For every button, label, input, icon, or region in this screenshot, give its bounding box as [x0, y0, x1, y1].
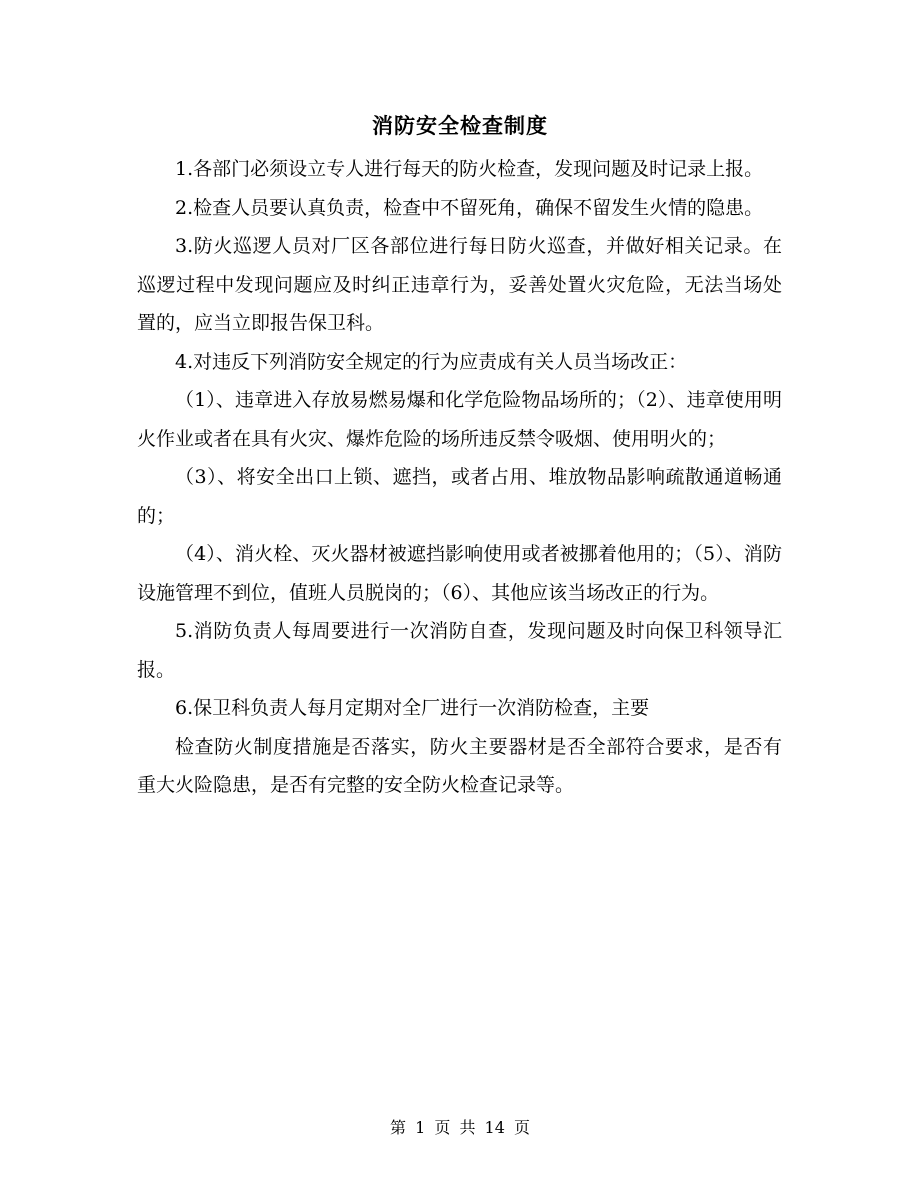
- paragraph-4-item-4-6: （4）、消火栓、灭火器材被遮挡影响使用或者被挪着他用的；（5）、消防设施管理不到位，值班人员脱岗的；（6）、其他应该当场改正的行为。: [137, 543, 782, 604]
- paragraph-1: 1.各部门必须设立专人进行每天的防火检查，发现问题及时记录上报。: [175, 158, 764, 180]
- paragraph-5: 5.消防负责人每周要进行一次消防自查，发现问题及时向保卫科领导汇报。: [137, 620, 782, 681]
- paragraph-6-continued: 检查防火制度措施是否落实，防火主要器材是否全部符合要求，是否有重大火险隐患，是否有完整的安全防火检查记录等。: [137, 735, 782, 796]
- paragraph-4-item-3: （3）、将安全出口上锁、遮挡，或者占用、堆放物品影响疏散通道畅通的；: [137, 466, 782, 527]
- paragraph-2: 2.检查人员要认真负责，检查中不留死角，确保不留发生火情的隐患。: [175, 196, 764, 219]
- paragraph-4: 4.对违反下列消防安全规定的行为应责成有关人员当场改正：: [175, 350, 688, 373]
- paragraph-6: 6.保卫科负责人每月定期对全厂进行一次消防检查，主要: [175, 697, 650, 719]
- paragraph-3: 3.防火巡逻人员对厂区各部位进行每日防火巡查，并做好相关记录。在巡逻过程中发现问题应及时纠正违章行为，妥善处置火灾危险，无法当场处置的，应当立即报告保卫科。: [137, 235, 782, 334]
- page-number: 第 1 页 共 14 页: [390, 1118, 530, 1137]
- document-body: [137, 150, 782, 805]
- paragraph-4-item-1-2: （1）、违章进入存放易燃易爆和化学危险物品场所的；（2）、违章使用明火作业或者在具有火灾、爆炸危险的场所违反禁令吸烟、使用明火的；: [137, 389, 782, 450]
- document-title: 消防安全检查制度: [372, 113, 548, 138]
